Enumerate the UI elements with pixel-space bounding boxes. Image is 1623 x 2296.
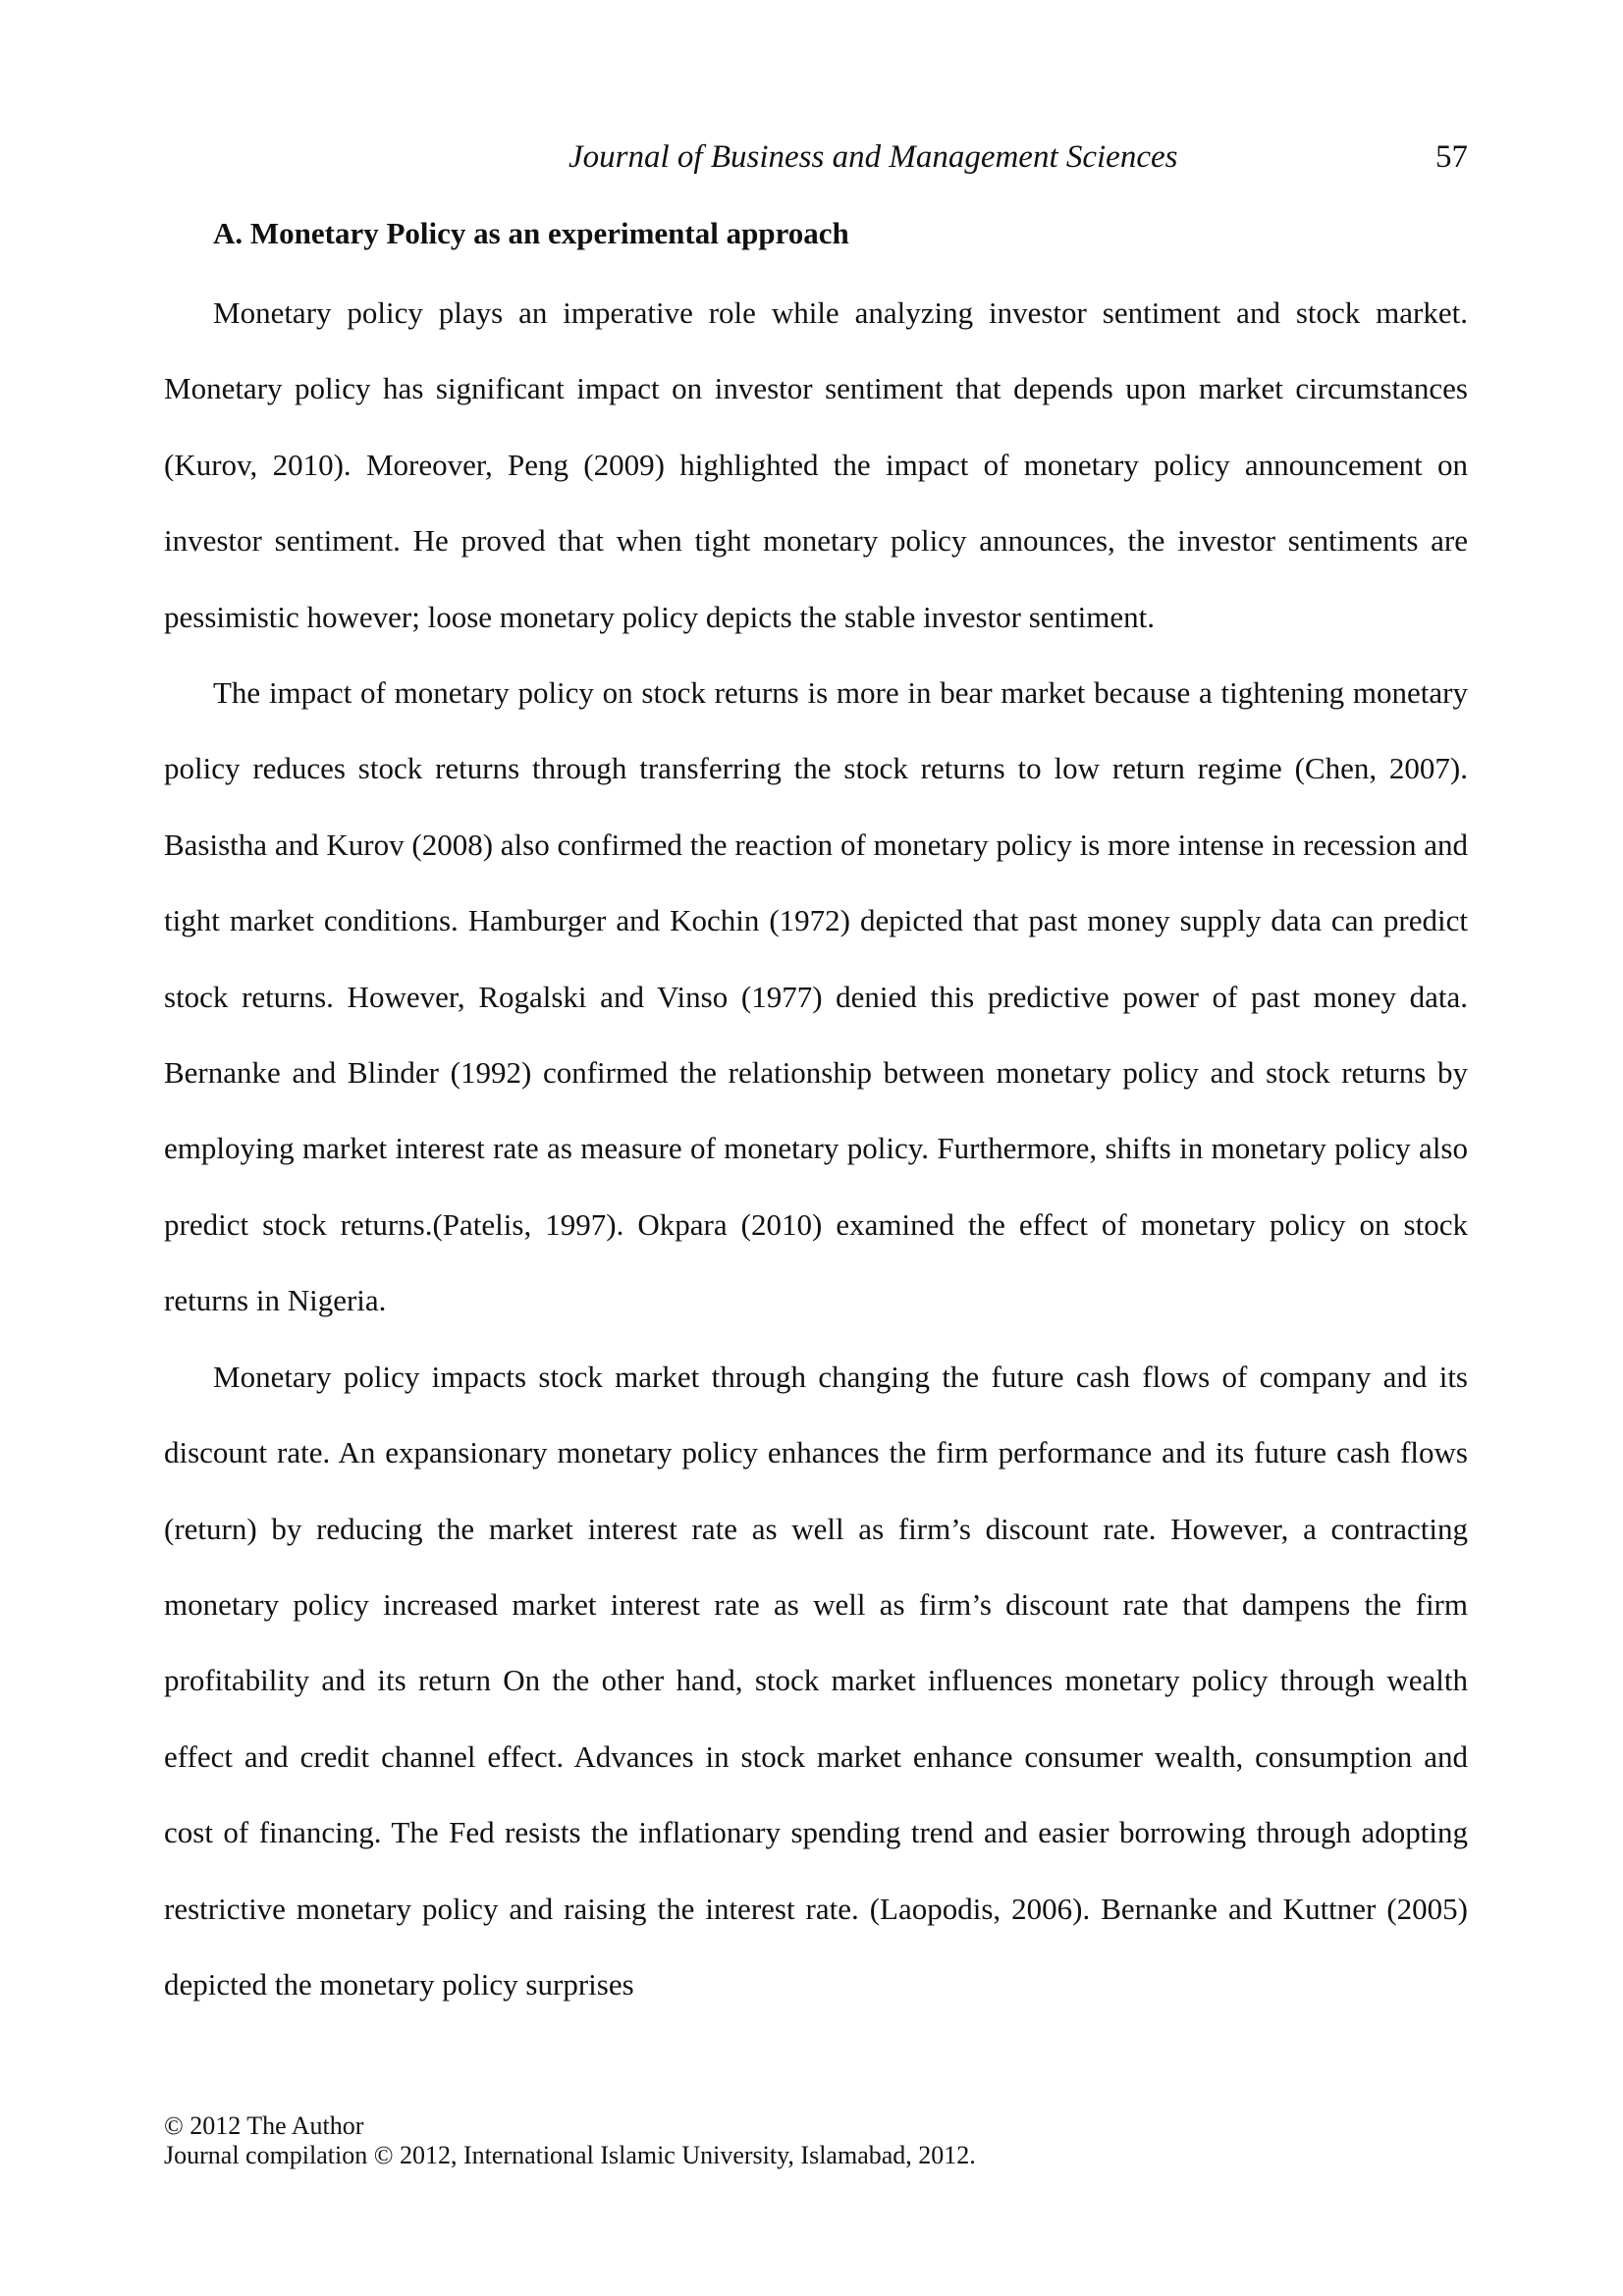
paragraph-2: The impact of monetary policy on stock returns is more in bear market because a tightening monetary policy reduces stock returns through transferring the stock returns to low return regime (Chen, 2007). Basistha and Kurov (2008) also confirmed the reaction of monetary policy is more intense in recession and tight market conditions. Hamburger and Kochin (1972) depicted that past money supply data can predict stock returns. However, Rogalski and Vinso (1977) denied this predictive power of past money data. Bernanke and Blinder (1992) confirmed the relationship between monetary policy and stock returns by employing market interest rate as measure of monetary policy. Furthermore, shifts in monetary policy also predict stock returns.(Patelis, 1997). Okpara (2010) examined the effect of monetary policy on stock returns in Nigeria. bbox=[164, 675, 1468, 1318]
paragraph-3: Monetary policy impacts stock market through changing the future cash flows of company and its discount rate. An expansionary monetary policy enhances the firm performance and its future cash flows (return) by reducing the market interest rate as well as firm’s discount rate. However, a contracting monetary policy increased market interest rate as well as firm’s discount rate that dampens the firm profitability and its return On the other hand, stock market influences monetary policy through wealth effect and credit channel effect. Advances in stock market enhance consumer wealth, consumption and cost of financing. The Fed resists the inflationary spending trend and easier borrowing through adopting restrictive monetary policy and raising the interest rate. (Laopodis, 2006). Bernanke and Kuttner (2005) depicted the monetary policy surprises bbox=[164, 1359, 1468, 2002]
journal-title: Journal of Business and Management Sciences bbox=[568, 139, 1178, 175]
footer-copyright: © 2012 The Author bbox=[164, 2111, 364, 2140]
running-header bbox=[164, 135, 1468, 179]
footer-compilation: Journal compilation © 2012, International Islamic University, Islamabad, 2012. bbox=[164, 2141, 976, 2169]
page-number: 57 bbox=[1435, 139, 1468, 175]
paragraph-1: Monetary policy plays an imperative role while analyzing investor sentiment and stock market. Monetary policy has significant impact on investor sentiment that depends upon market circumstances (Kurov, 2010). Moreover, Peng (2009) highlighted the impact of monetary policy announcement on investor sentiment. He proved that when tight monetary policy announces, the investor sentiments are pessimistic however; loose monetary policy depicts the stable investor sentiment. bbox=[164, 295, 1468, 634]
page-footer bbox=[164, 2111, 1468, 2170]
main-content bbox=[164, 210, 1468, 2022]
section-heading: A. Monetary Policy as an experimental approach bbox=[213, 216, 849, 250]
